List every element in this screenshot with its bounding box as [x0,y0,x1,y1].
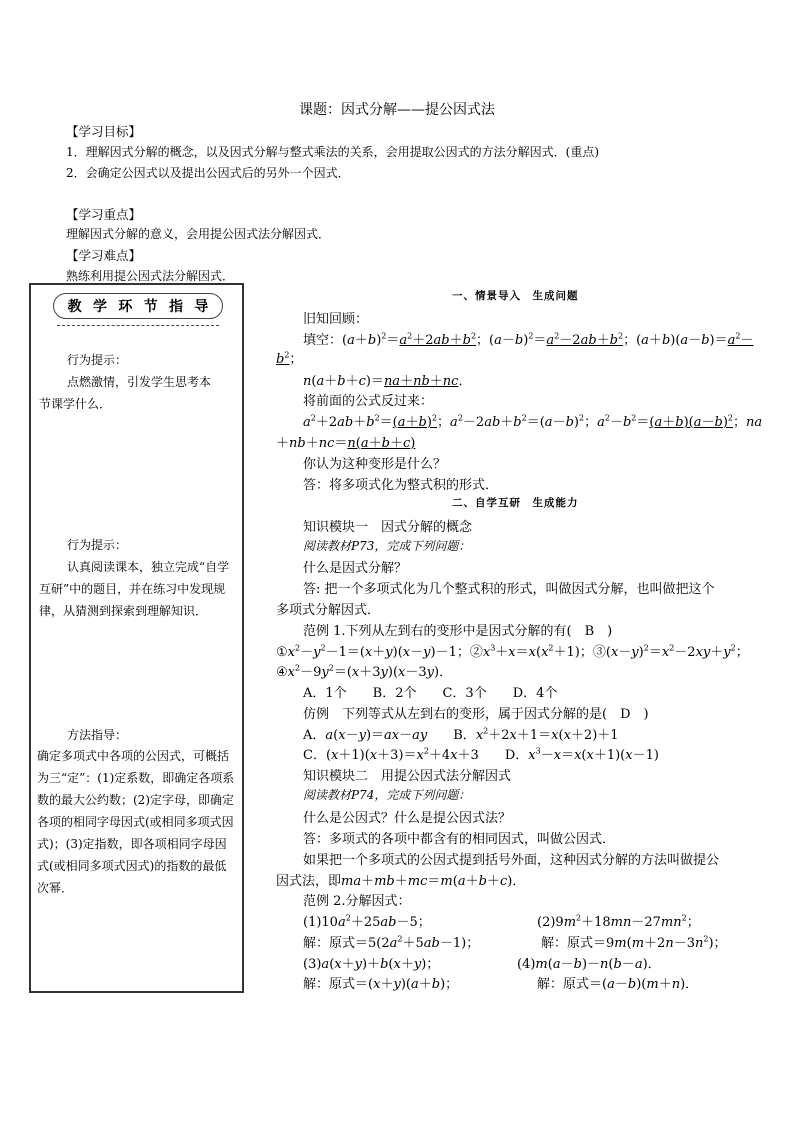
q1: 什么是因式分解？ [303,561,408,576]
example2: 范例 2.分解因式： [303,894,411,909]
tip1-title: 行为提示： [67,353,128,367]
section1-answer: 答：将多项式化为整式积的形式． [303,478,499,493]
example1b: 仿例 下列等式从左到右的变形，属于因式分解的是( D ) [303,707,649,722]
difficulties-text: 熟练利用提公因式法分解因式． [66,269,235,283]
solution-label: 解：原式＝ [303,936,369,951]
reverse-line-1: $a^2+2ab+b^2=(a+b)^2$；$a^2-2ab+b^2=(a-b)^2$；$a^2-b^2=(a+b)(a-b)^2$；na [303,413,763,430]
tip3-title: 方法指导： [67,728,128,742]
problem-4: (4)m(a－b)－n(b－a)． [517,957,661,972]
fill-line-3: n(a＋b＋c)＝na＋nb＋nc． [303,374,472,389]
fill-line-1: 填空：$(a+b)^2=a^2+2ab+b^2$；$(a-b)^2=a^2-2ab+b^2$；$(a+b)(a-b)=a^2-$ [303,331,754,348]
page-title: 课题：因式分解——提公因式法 [299,102,495,118]
solution-3: 解：原式＝(x＋y)(a＋b)； [303,977,459,992]
a2-line3: 因式法，即ma＋mb＋mc＝m(a＋b＋c)． [276,874,526,889]
tip2-text: 认真阅读课本，独立完成“自学互研”中的题目，并在练习中发现规律，从猜测到探索到理解知识． [39,560,230,618]
sidebar-title-char: 教 [67,299,82,315]
section2-heading: 二、自学互研 生成能力 [452,497,579,509]
read2: 阅读教材P74，完成下列问题： [303,788,471,802]
section1-question: 你认为这种变形是什么？ [303,457,447,472]
read1: 阅读教材P73，完成下列问题： [303,539,471,553]
tip1-text: 点燃激情，引发学生思考本节课学什么． [39,375,212,411]
a2: 答：多项式的各项中都含有的相同因式，叫做公因式． [303,832,616,847]
key-points-text: 理解因式分解的意义，会用提公因式法分解因式． [66,227,331,241]
example1-items-1: $①x^2-y^2-1=(x+y)(x-y)-1$；$②x^3+x=x(x^2+1)$；$③(x-y)^2=x^2-2xy+y^2$； [276,643,749,660]
difficulties-header: 【学习难点】 [66,248,142,263]
example1b-options-2: C．$(x+1)(x+3)=x^2+4x+3$ D．$x^3-x=x(x+1)(x-1)$ [303,746,659,763]
module2-title: 知识模块二 用提公因式法分解因式 [303,769,512,784]
key-points-header: 【学习重点】 [66,207,142,222]
example1-items-2: $④x^2-9y^2=(x+3y)(x-3y)$． [276,663,453,680]
review-label: 旧知回顾： [303,312,369,327]
sidebar-title-char: 学 [92,299,107,315]
solution-label: 解：原式＝ [541,936,607,951]
a2-line2: 如果把一个多项式的公因式提到括号外面，这种因式分解的方法叫做提公 [303,853,720,868]
reverse-line-2: ＋nb＋nc＝n(a＋b＋c) [276,436,416,451]
module1-title: 知识模块一 因式分解的概念 [303,520,473,535]
problem-1: $(1)10a^2+25ab-5$； [303,913,431,930]
tip3-text: 确定多项式中各项的公因式，可概括为三“定”：(1)定系数，即确定各项系数的最大公约数；(2)定字母，即确定各项的相同字母因式(或相同多项式因式)；(3)定指数，即各项相同字母因式(或相同多项式因式)的指数的最低次幂． [37,749,235,895]
example1b-options-1: A．a(x－y)＝ax－ay B．$x^2+2x+1=x(x+2)+1$ [303,726,619,743]
objectives-header: 【学习目标】 [66,124,142,139]
teaching-guide-sidebar [29,283,244,993]
solution-label: 解：原式＝ [303,977,369,992]
sidebar-title-char: 环 [118,299,133,315]
sidebar-title-char: 导 [194,299,209,315]
solution-2: 解：原式$=9m(m+2n-3n^2)$； [541,934,727,951]
example1-options: A．1个 B．2个 C．3个 D．4个 [303,686,558,701]
sidebar-divider [57,325,219,326]
sidebar-title-char: 节 [143,299,158,315]
solution-4: 解：原式＝(a－b)(m＋n)． [537,977,699,992]
solution-1: 解：原式$=5(2a^2+5ab-1)$； [303,934,480,951]
q2: 什么是公因式？什么是提公因式法？ [303,811,512,826]
fill-line-2: $b^2$； [276,350,303,367]
a1-line1: 答: 把一个多项式化为几个整式积的形式，叫做因式分解，也叫做把这个 [303,582,715,597]
solution-label: 解：原式＝ [537,977,603,992]
problem-2: $(2)9m^2+18mn-27mn^2$； [537,913,700,930]
sidebar-title-char: 指 [168,299,183,315]
section1-heading: 一、情景导入 生成问题 [452,290,579,302]
fill-label: 填空： [303,333,343,348]
sidebar-title [53,293,223,319]
reverse-label: 将前面的公式反过来： [303,394,434,409]
a1-line2: 多项式分解因式． [276,603,381,618]
example1: 范例 1.下列从左到右的变形中是因式分解的有( B ) [303,624,613,639]
objective-2: 2．会确定公因式以及提出公因式后的另外一个因式． [66,166,350,180]
tip2-title: 行为提示： [67,538,128,552]
a2-line3-text: 因式法，即 [276,874,342,889]
problem-3: (3)a(x＋y)＋b(x＋y)； [303,957,440,972]
objective-1: 1．理解因式分解的概念，以及因式分解与整式乘法的关系，会用提取公因式的方法分解因式．(重点) [66,145,600,159]
